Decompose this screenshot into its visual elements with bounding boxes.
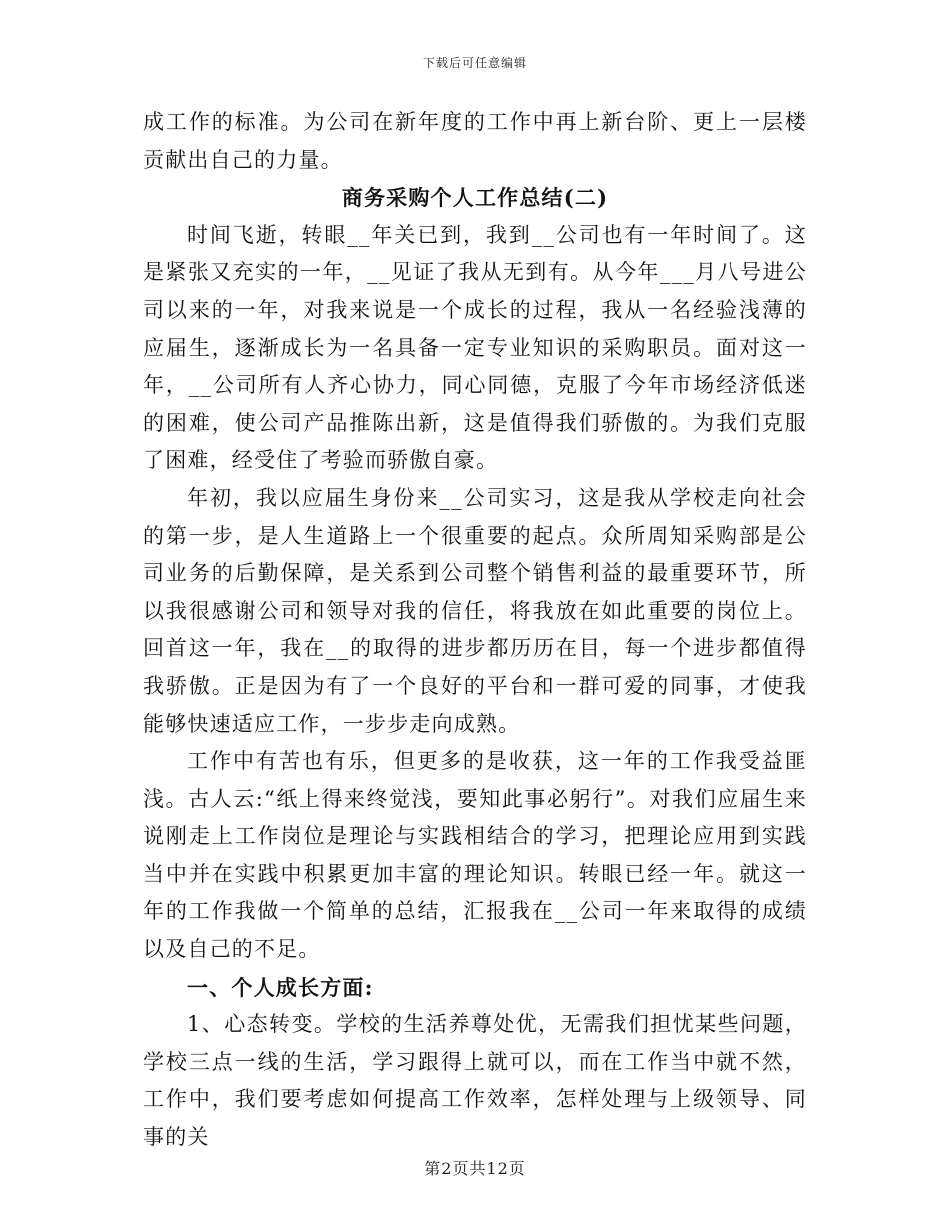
page-number: 第2页共12页 [424,1159,526,1178]
section-heading: 一、个人成长方面: [187,974,374,1000]
body-paragraph: 时间飞逝，转眼__年关已到，我到__公司也有一年时间了。这是紧张又充实的一年，__见证了我从无到有。从今年___月八号进公司以来的一年，对我来说是一个成长的过程，我从一名经验浅薄的应届生，逐渐成长为一名具备一定专业知识的采购职员。面对这一年，__公司所有人齐心协力，同心同德，克服了今年市场经济低迷的困难，使公司产品推陈出新，这是值得我们骄傲的。为我们克服了困难，经受住了考验而骄傲自豪。 [143,222,807,473]
document-title: 商务采购个人工作总结(二) [341,185,609,211]
body-paragraph: 年初，我以应届生身份来__公司实习，这是我从学校走向社会的第一步，是人生道路上一个很重要的起点。众所周知采购部是公司业务的后勤保障，是关系到公司整个销售利益的最重要环节，所以我很感谢公司和领导对我的信任，将我放在如此重要的岗位上。回首这一年，我在__的取得的进步都历历在目，每一个进步都值得我骄傲。正是因为有了一个良好的平台和一群可爱的同事，才使我能够快速适应工作，一步步走向成熟。 [143,485,807,736]
continuation-paragraph: 成工作的标准。为公司在新年度的工作中再上新台阶、更上一层楼贡献出自己的力量。 [143,110,807,172]
body-paragraph: 工作中有苦也有乐，但更多的是收获，这一年的工作我受益匪浅。古人云:“纸上得来终觉浅，要知此事必躬行”。对我们应届生来说刚走上工作岗位是理论与实践相结合的学习，把理论应用到实践当中并在实践中积累更加丰富的理论知识。转眼已经一年。就这一年的工作我做一个简单的总结，汇报我在__公司一年来取得的成绩以及自己的不足。 [143,749,807,962]
section-paragraph: 1、心态转变。学校的生活养尊处优，无需我们担忧某些问题，学校三点一线的生活，学习跟得上就可以，而在工作当中就不然，工作中，我们要考虑如何提高工作效率，怎样处理与上级领导、同事的关 [143,1012,807,1150]
document-body [143,104,807,1157]
page-header-note: 下载后可任意编辑 [422,56,527,70]
